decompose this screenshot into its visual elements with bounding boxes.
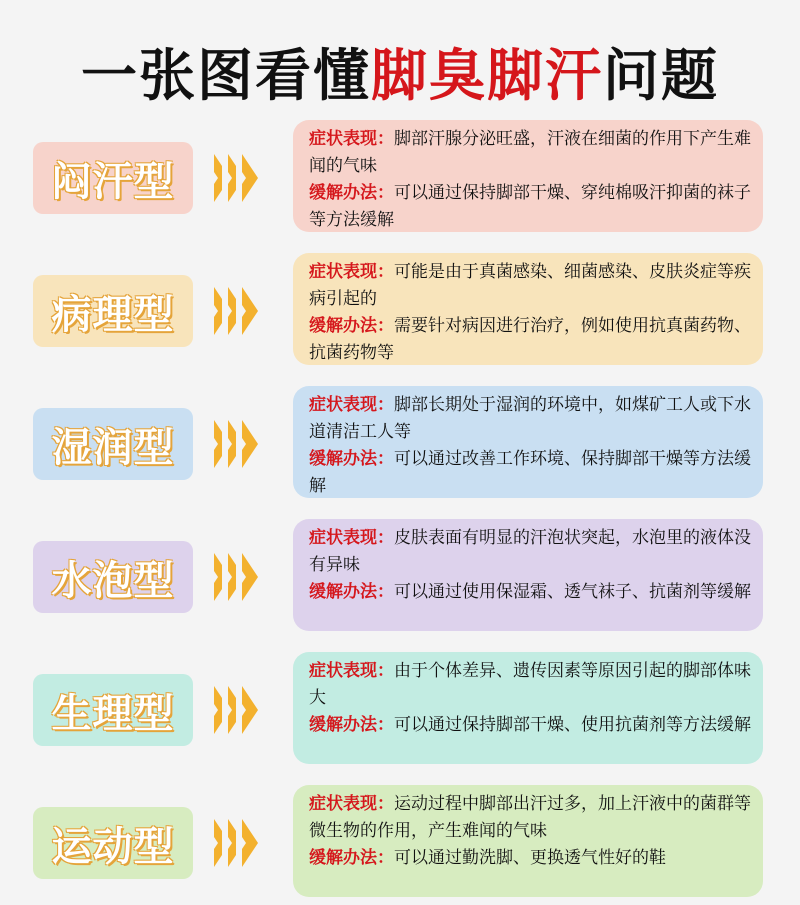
remedy-key: 缓解办法：	[309, 715, 394, 735]
type-label: 运动型	[33, 807, 193, 879]
info-card	[293, 519, 763, 631]
remedy-key: 缓解办法：	[309, 316, 394, 336]
chevron-right-icon	[214, 150, 274, 206]
type-label: 病理型	[33, 275, 193, 347]
symptom-key: 症状表现：	[309, 528, 394, 548]
info-card	[293, 120, 763, 232]
info-card	[293, 253, 763, 365]
symptom-key: 症状表现：	[309, 129, 394, 149]
page-title	[0, 32, 800, 112]
symptom-text: 脚部汗腺分泌旺盛，汗液在细菌的作用下产生难闻的气味	[309, 129, 751, 176]
title-part-1: 一张图看懂	[81, 44, 371, 109]
type-label: 生理型	[33, 674, 193, 746]
remedy-key: 缓解办法：	[309, 449, 394, 469]
type-row	[0, 253, 800, 373]
symptom-text: 皮肤表面有明显的汗泡状突起，水泡里的液体没有异味	[309, 528, 751, 575]
symptom-text: 运动过程中脚部出汗过多，加上汗液中的菌群等微生物的作用，产生难闻的气味	[309, 794, 751, 841]
symptom-key: 症状表现：	[309, 395, 394, 415]
chevron-right-icon	[214, 815, 274, 871]
chevron-right-icon	[214, 682, 274, 738]
info-card	[293, 785, 763, 897]
remedy-text: 可以通过使用保湿霜、透气袜子、抗菌剂等缓解	[394, 582, 751, 602]
type-row	[0, 120, 800, 240]
type-label: 湿润型	[33, 408, 193, 480]
remedy-text: 可以通过保持脚部干燥、使用抗菌剂等方法缓解	[394, 715, 751, 735]
type-label: 水泡型	[33, 541, 193, 613]
type-row	[0, 386, 800, 506]
remedy-key: 缓解办法：	[309, 848, 394, 868]
title-part-2: 问题	[603, 44, 719, 109]
type-row	[0, 652, 800, 772]
remedy-text: 可以通过改善工作环境、保持脚部干燥等方法缓解	[309, 449, 751, 496]
symptom-key: 症状表现：	[309, 262, 394, 282]
type-row	[0, 785, 800, 905]
info-card	[293, 652, 763, 764]
chevron-right-icon	[214, 416, 274, 472]
remedy-key: 缓解办法：	[309, 582, 394, 602]
symptom-text: 可能是由于真菌感染、细菌感染、皮肤炎症等疾病引起的	[309, 262, 751, 309]
info-card	[293, 386, 763, 498]
symptom-text: 由于个体差异、遗传因素等原因引起的脚部体味大	[309, 661, 751, 708]
symptom-key: 症状表现：	[309, 661, 394, 681]
remedy-text: 可以通过勤洗脚、更换透气性好的鞋	[394, 848, 666, 868]
remedy-text: 可以通过保持脚部干燥、穿纯棉吸汗抑菌的袜子等方法缓解	[309, 183, 751, 230]
title-highlight: 脚臭脚汗	[371, 44, 603, 109]
chevron-right-icon	[214, 549, 274, 605]
remedy-key: 缓解办法：	[309, 183, 394, 203]
type-label: 闷汗型	[33, 142, 193, 214]
symptom-key: 症状表现：	[309, 794, 394, 814]
type-row	[0, 519, 800, 639]
remedy-text: 需要针对病因进行治疗，例如使用抗真菌药物、抗菌药物等	[309, 316, 751, 363]
symptom-text: 脚部长期处于湿润的环境中，如煤矿工人或下水道清洁工人等	[309, 395, 751, 442]
chevron-right-icon	[214, 283, 274, 339]
